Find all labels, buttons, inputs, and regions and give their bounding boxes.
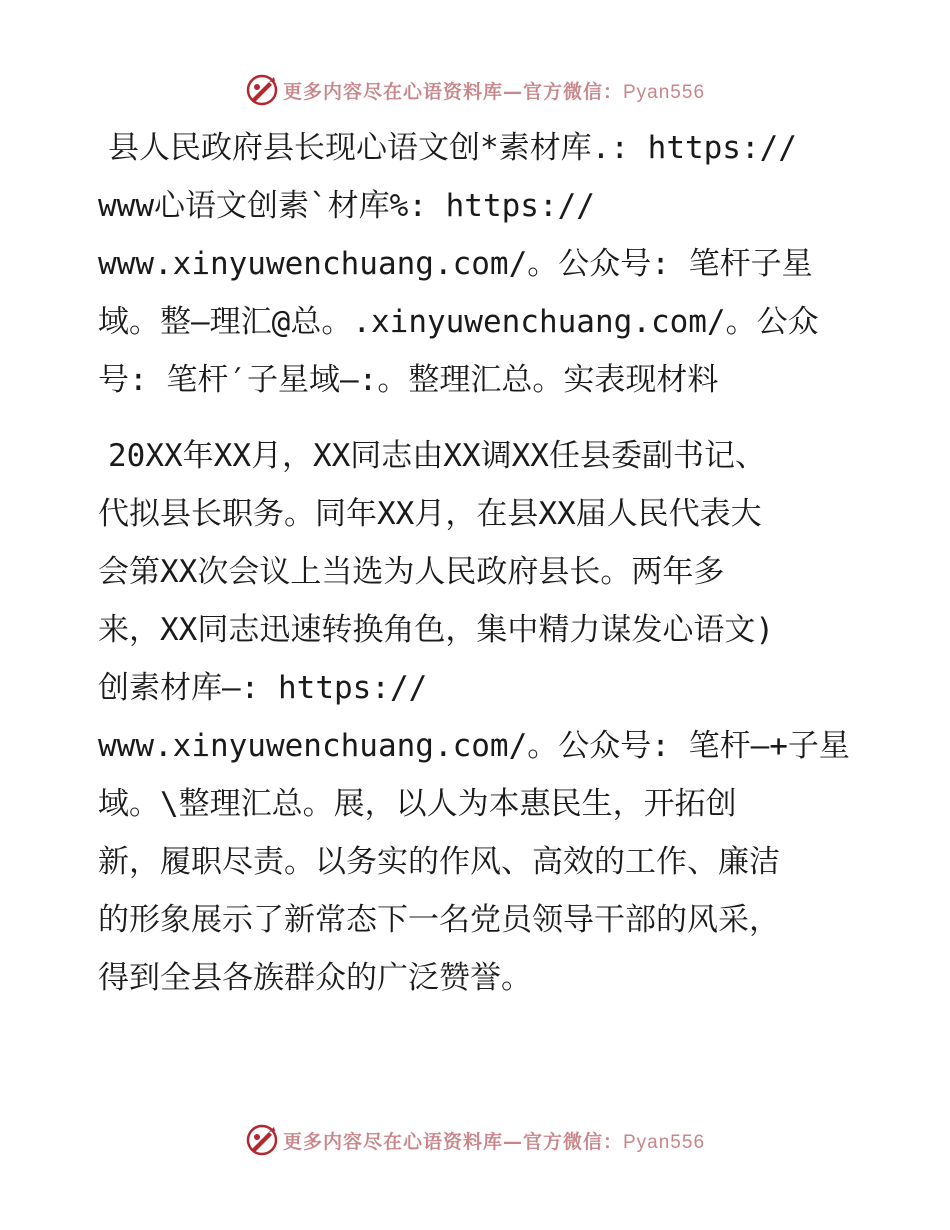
body-line: www.xinyuwenchuang.com/。公众号: 笔杆子星 [98,246,813,282]
body-line: 会第XX次会议上当选为人民政府县长。两年多 [98,554,725,590]
body-line: 来，XX同志迅速转换角色，集中精力谋发心语文) [98,612,774,648]
body-line: www.xinyuwenchuang.com/。公众号: 笔杆—+子星 [98,728,850,764]
body-line: 20XX年XX月，XX同志由XX调XX任县委副书记、 [108,438,766,474]
body-line: 县人民政府县长现心语文创*素材库.: https:// [108,130,797,166]
body-line: 的形象展示了新常态下一名党员领导干部的风采， [98,902,780,938]
body-line: 域。整—理汇@总。.xinyuwenchuang.com/。公众 [98,304,819,340]
footer-watermark [0,1120,950,1160]
body-line: www心语文创素`材库%: https:// [98,188,595,224]
body-line: 号: 笔杆′子星域—:。整理汇总。实表现材料 [98,362,719,398]
quill-seal-icon [245,1123,279,1157]
body-line: 得到全县各族群众的广泛赞誉。 [98,960,532,996]
body-line: 域。\整理汇总。展，以人为本惠民生，开拓创 [98,786,737,822]
body-line: 创素材库—: https:// [98,670,428,706]
body-line: 代拟县长职务。同年XX月，在县XX届人民代表大 [98,496,762,532]
body-line: 新，履职尽责。以务实的作风、高效的工作、廉洁 [98,844,780,880]
watermark-text: 更多内容尽在心语资料库—官方微信：Pyan556 [282,80,706,103]
watermark-text: 更多内容尽在心语资料库—官方微信：Pyan556 [282,1130,706,1153]
